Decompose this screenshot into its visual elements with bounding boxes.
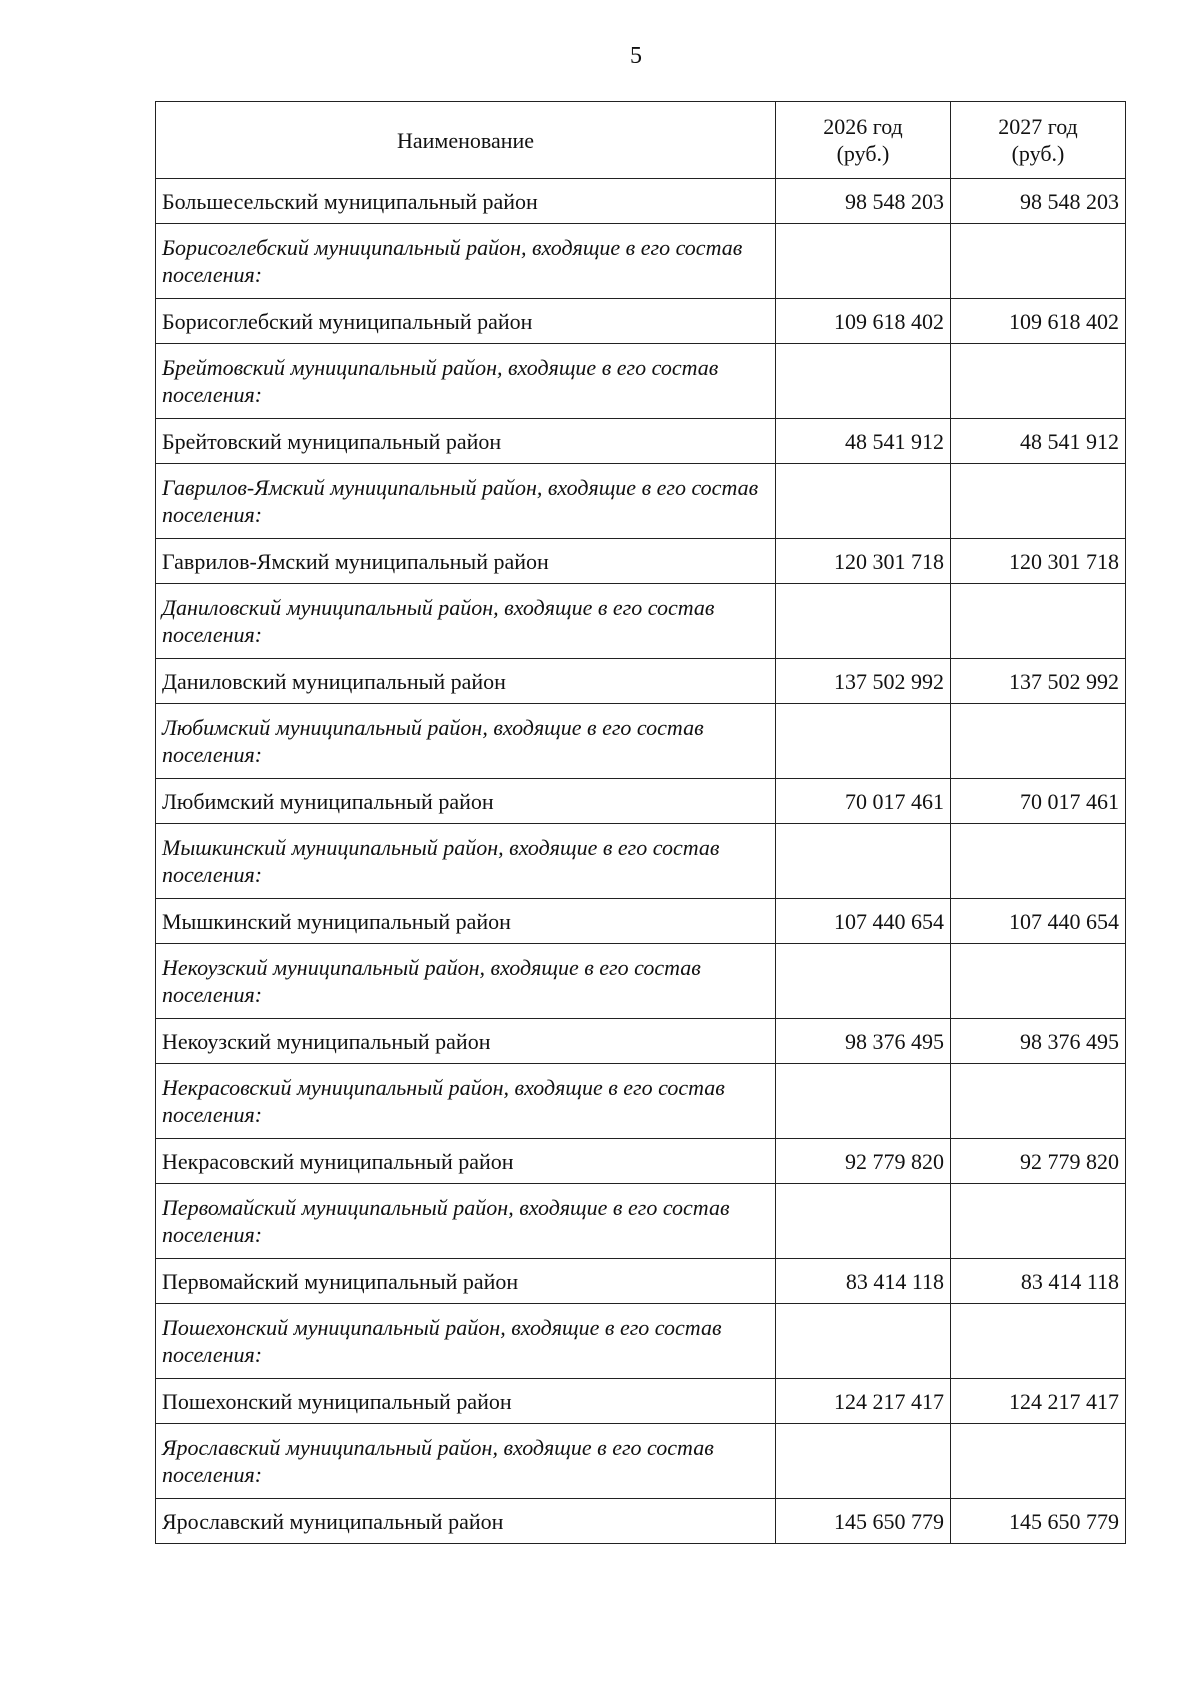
cell-2026 [776,224,951,299]
cell-name: Первомайский муниципальный район [156,1259,776,1304]
cell-2027 [951,944,1126,1019]
cell-name: Первомайский муниципальный район, входящие в его состав поселения: [156,1184,776,1259]
cell-2026 [776,1184,951,1259]
cell-name: Борисоглебский муниципальный район, входящие в его состав поселения: [156,224,776,299]
cell-2027: 137 502 992 [951,659,1126,704]
table-row-group [156,584,1126,659]
table-row-district [156,779,1126,824]
table-row-group [156,944,1126,1019]
header-name [156,102,776,179]
cell-2027 [951,1064,1126,1139]
table-row-group [156,1064,1126,1139]
cell-2027: 98 548 203 [951,179,1126,224]
cell-2026 [776,1064,951,1139]
cell-2026: 48 541 912 [776,419,951,464]
header-2027-year: 2027 год [998,114,1078,139]
cell-name: Ярославский муниципальный район [156,1499,776,1544]
cell-2026: 145 650 779 [776,1499,951,1544]
cell-name: Ярославский муниципальный район, входящие в его состав поселения: [156,1424,776,1499]
table-row-district [156,899,1126,944]
cell-name: Пошехонский муниципальный район [156,1379,776,1424]
table-row-group [156,224,1126,299]
cell-2026: 109 618 402 [776,299,951,344]
table-row-district [156,1259,1126,1304]
header-2026-unit: (руб.) [836,141,890,166]
table-row-district [156,1499,1126,1544]
table-header-row [156,102,1126,179]
cell-2027 [951,464,1126,539]
header-2027 [951,102,1126,179]
table-row-group [156,464,1126,539]
cell-2027 [951,584,1126,659]
table-row-district [156,1379,1126,1424]
cell-2027 [951,344,1126,419]
cell-2027 [951,704,1126,779]
cell-2026 [776,1304,951,1379]
table-row-group [156,824,1126,899]
cell-2027: 109 618 402 [951,299,1126,344]
cell-2027: 120 301 718 [951,539,1126,584]
header-name-label: Наименование [396,127,535,153]
cell-2026 [776,944,951,1019]
cell-2027 [951,1424,1126,1499]
table-row-group [156,1424,1126,1499]
cell-2026 [776,1424,951,1499]
cell-2027 [951,1304,1126,1379]
cell-2027: 83 414 118 [951,1259,1126,1304]
cell-name: Брейтовский муниципальный район, входящие в его состав поселения: [156,344,776,419]
cell-name: Брейтовский муниципальный район [156,419,776,464]
table-row-district [156,419,1126,464]
cell-name: Мышкинский муниципальный район, входящие в его состав поселения: [156,824,776,899]
cell-2026: 98 376 495 [776,1019,951,1064]
table-row-group [156,1304,1126,1379]
cell-name: Мышкинский муниципальный район [156,899,776,944]
cell-2027: 98 376 495 [951,1019,1126,1064]
cell-name: Даниловский муниципальный район [156,659,776,704]
table-row-district [156,1139,1126,1184]
cell-2027: 145 650 779 [951,1499,1126,1544]
cell-2027 [951,1184,1126,1259]
cell-2026 [776,464,951,539]
cell-2026 [776,344,951,419]
header-2027-unit: (руб.) [1011,141,1065,166]
cell-2026 [776,824,951,899]
table-body [156,179,1126,1544]
cell-name: Некоузский муниципальный район, входящие в его состав поселения: [156,944,776,1019]
cell-name: Некрасовский муниципальный район, входящие в его состав поселения: [156,1064,776,1139]
cell-name: Любимский муниципальный район, входящие в его состав поселения: [156,704,776,779]
cell-2027: 48 541 912 [951,419,1126,464]
table-row-group [156,1184,1126,1259]
cell-name: Даниловский муниципальный район, входящие в его состав поселения: [156,584,776,659]
cell-name: Гаврилов-Ямский муниципальный район, входящие в его состав поселения: [156,464,776,539]
cell-2026: 137 502 992 [776,659,951,704]
cell-2027: 107 440 654 [951,899,1126,944]
cell-name: Большесельский муниципальный район [156,179,776,224]
page-number: 5 [630,43,642,69]
cell-2026: 124 217 417 [776,1379,951,1424]
cell-2027: 92 779 820 [951,1139,1126,1184]
table-row-district [156,1019,1126,1064]
table-row-group [156,704,1126,779]
cell-2026: 70 017 461 [776,779,951,824]
cell-2027: 70 017 461 [951,779,1126,824]
cell-2027: 124 217 417 [951,1379,1126,1424]
cell-2026: 98 548 203 [776,179,951,224]
cell-2027 [951,224,1126,299]
cell-2026: 92 779 820 [776,1139,951,1184]
header-2026-year: 2026 год [823,114,903,139]
cell-2026: 107 440 654 [776,899,951,944]
table-row-district [156,659,1126,704]
cell-2026: 120 301 718 [776,539,951,584]
cell-2026 [776,584,951,659]
cell-name: Некоузский муниципальный район [156,1019,776,1064]
table-row-district [156,179,1126,224]
table-row-district [156,539,1126,584]
budget-table [155,101,1126,1544]
cell-name: Гаврилов-Ямский муниципальный район [156,539,776,584]
cell-2027 [951,824,1126,899]
cell-name: Пошехонский муниципальный район, входящие в его состав поселения: [156,1304,776,1379]
cell-name: Некрасовский муниципальный район [156,1139,776,1184]
cell-name: Любимский муниципальный район [156,779,776,824]
header-2026 [776,102,951,179]
table-row-district [156,299,1126,344]
table-row-group [156,344,1126,419]
cell-2026: 83 414 118 [776,1259,951,1304]
cell-2026 [776,704,951,779]
cell-name: Борисоглебский муниципальный район [156,299,776,344]
